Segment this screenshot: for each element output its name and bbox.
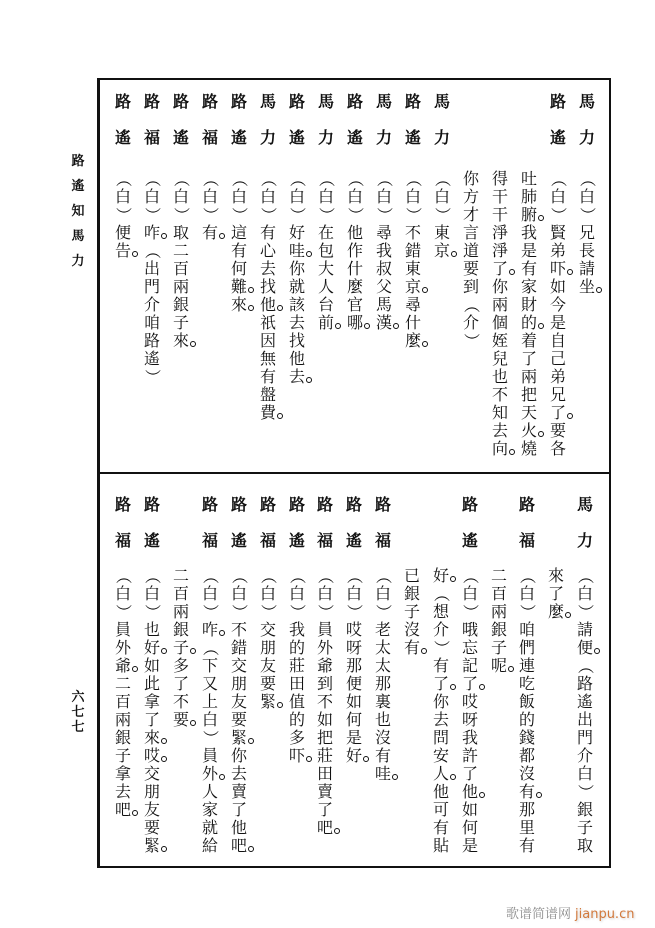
speaker-name: 路 福	[374, 495, 391, 550]
dialogue-column	[573, 79, 601, 473]
speaker-name: 路 遙	[230, 92, 247, 147]
dialogue-line: （ 白 ） 他 作 什 麼 官 哪	[346, 170, 365, 332]
dialogue-column	[399, 79, 427, 473]
speaker-name: 路 福	[518, 495, 535, 550]
dialogue-column	[311, 473, 339, 866]
dialogue-column	[370, 79, 398, 473]
speaker-name: 路 遙	[461, 495, 478, 550]
dialogue-column	[544, 79, 572, 473]
dialogue-column	[457, 79, 485, 473]
upper-panel	[0, 79, 655, 473]
dialogue-column	[485, 473, 513, 866]
dialogue-line: （ 白 ） 在 包 大 人 台 前	[317, 170, 336, 332]
dialogue-column	[167, 473, 195, 866]
dialogue-line: （ 白 ） 咋 （ 出 門 介 咱 路 遙 ）	[143, 170, 162, 385]
dialogue-line: （ 白 ） 咱 們 連 吃 飯 的 錢 都 沒 有 那 里 有	[518, 567, 537, 855]
speaker-name: 路 遙	[549, 92, 566, 147]
dialogue-column	[398, 473, 426, 866]
dialogue-column	[571, 473, 599, 866]
dialogue-line: （ 白 ） 好 哇 你 就 該 去 找 他 去	[288, 170, 307, 386]
dialogue-column	[283, 473, 311, 866]
dialogue-column	[427, 473, 455, 866]
dialogue-line: （ 白 ） 東 京	[433, 170, 452, 260]
dialogue-line: （ 白 ） 有 心 去 找 他 祇 因 無 有 盤 費	[259, 170, 278, 422]
dialogue-column	[254, 79, 282, 473]
speaker-name: 馬 力	[433, 92, 450, 147]
dialogue-line: （ 白 ） 交 朋 友 要 緊	[259, 567, 278, 711]
dialogue-column	[341, 79, 369, 473]
dialogue-column	[486, 79, 514, 473]
dialogue-column	[109, 473, 137, 866]
speaker-name: 路 遙	[172, 92, 189, 147]
speaker-name: 路 遙	[230, 495, 247, 550]
dialogue-line: （ 白 ） 便 告	[114, 170, 133, 260]
dialogue-line: （ 白 ） 請 便 （ 路 遙 出 門 介 白 ） 銀 子 取	[576, 567, 595, 855]
dialogue-column	[312, 79, 340, 473]
dialogue-column	[456, 473, 484, 866]
dialogue-column	[225, 79, 253, 473]
dialogue-line: （ 白 ） 員 外 爺 到 不 如 把 莊 田 賣 了 吧	[316, 567, 335, 837]
dialogue-line: （ 白 ） 哦 忘 記 了 哎 呀 我 許 了 他 如 何 是	[461, 567, 480, 855]
dialogue-line: （ 白 ） 咋 （ 下 又 上 白 ） 員 外 人 家 就 給	[201, 567, 220, 855]
dialogue-line: （ 白 ） 取 二 百 兩 銀 子 來	[172, 170, 191, 350]
dialogue-line: （ 白 ） 不 錯 交 朋 友 要 緊 你 去 賣 了 他 吧	[230, 567, 249, 855]
speaker-name: 路 福	[201, 92, 218, 147]
dialogue-column	[225, 473, 253, 866]
dialogue-line: 二 百 兩 銀 子 多 了 不 要	[172, 566, 189, 729]
dialogue-line: （ 白 ） 我 的 莊 田 值 的 多 吓	[288, 567, 307, 765]
dialogue-line: 來 了 麼	[547, 566, 564, 621]
dialogue-line: 吐 肺 腑 我 是 有 家 財 的 着 了 兩 把 天 火 燒	[520, 169, 537, 458]
speaker-name: 路 福	[143, 92, 160, 147]
dialogue-line: （ 白 ） 兄 長 請 坐	[578, 170, 597, 296]
speaker-name: 路 遙	[288, 495, 305, 550]
dialogue-line: （ 白 ） 有	[201, 170, 220, 242]
speaker-name: 路 福	[259, 495, 276, 550]
speaker-name: 馬 力	[317, 92, 334, 147]
speaker-name: 路 福	[201, 495, 218, 550]
dialogue-line: （ 白 ） 老 太 太 那 裏 也 沒 有 哇	[374, 567, 393, 783]
dialogue-line: 得 干 干 淨 淨 了 你 兩 個 姪 兒 也 不 知 去 向	[491, 169, 508, 458]
speaker-name: 馬 力	[375, 92, 392, 147]
watermark-domain: jianpu.cn	[575, 907, 635, 922]
dialogue-line: （ 白 ） 賢 弟 吓 如 今 是 自 己 弟 兄 了 要 各	[549, 170, 568, 458]
speaker-name: 路 福	[114, 495, 131, 550]
dialogue-column	[283, 79, 311, 473]
dialogue-column	[196, 79, 224, 473]
speaker-name: 路 遙	[114, 92, 131, 147]
speaker-name: 馬 力	[578, 92, 595, 147]
dialogue-line: （ 白 ） 不 錯 東 京 尋 什 麼	[404, 170, 423, 350]
watermark-site-name: 歌谱简谱网	[506, 907, 572, 922]
dialogue-column	[542, 473, 570, 866]
dialogue-column	[513, 473, 541, 866]
dialogue-column	[515, 79, 543, 473]
page-number: 六 七 七	[71, 690, 85, 735]
speaker-name: 路 福	[316, 495, 333, 550]
dialogue-line: （ 白 ） 這 有 何 難 來	[230, 170, 249, 314]
dialogue-column	[167, 79, 195, 473]
dialogue-line: 好 （ 想 介 ） 有 了 你 去 問 安 人 他 可 有 貼	[432, 566, 451, 855]
running-title: 路 遙 知 馬 力	[71, 154, 85, 269]
dialogue-column	[428, 79, 456, 473]
speaker-name: 馬 力	[576, 495, 593, 550]
speaker-name: 路 遙	[288, 92, 305, 147]
lower-panel	[0, 473, 655, 866]
dialogue-line: 你 方 才 言 道 要 到 （ 介 ）	[462, 169, 481, 349]
dialogue-column	[340, 473, 368, 866]
dialogue-column	[254, 473, 282, 866]
dialogue-line: （ 白 ） 哎 呀 那 便 如 何 是 好	[345, 567, 364, 765]
dialogue-column	[109, 79, 137, 473]
speaker-name: 馬 力	[259, 92, 276, 147]
dialogue-line: （ 白 ） 也 好 如 此 拿 了 來 哎 交 朋 友 要 緊	[143, 567, 162, 855]
speaker-name: 路 遙	[346, 92, 363, 147]
speaker-name: 路 遙	[404, 92, 421, 147]
dialogue-column	[369, 473, 397, 866]
dialogue-line: 二 百 兩 銀 子 呢	[490, 566, 507, 675]
dialogue-line: （ 白 ） 尋 我 叔 父 馬 漢	[375, 170, 394, 332]
speaker-name: 路 遙	[345, 495, 362, 550]
watermark	[506, 903, 634, 922]
dialogue-column	[138, 473, 166, 866]
dialogue-column	[196, 473, 224, 866]
dialogue-line: （ 白 ） 員 外 爺 二 百 兩 銀 子 拿 去 吧	[114, 567, 133, 819]
dialogue-column	[138, 79, 166, 473]
speaker-name: 路 遙	[143, 495, 160, 550]
dialogue-line: 已 銀 子 沒 有	[403, 566, 420, 657]
